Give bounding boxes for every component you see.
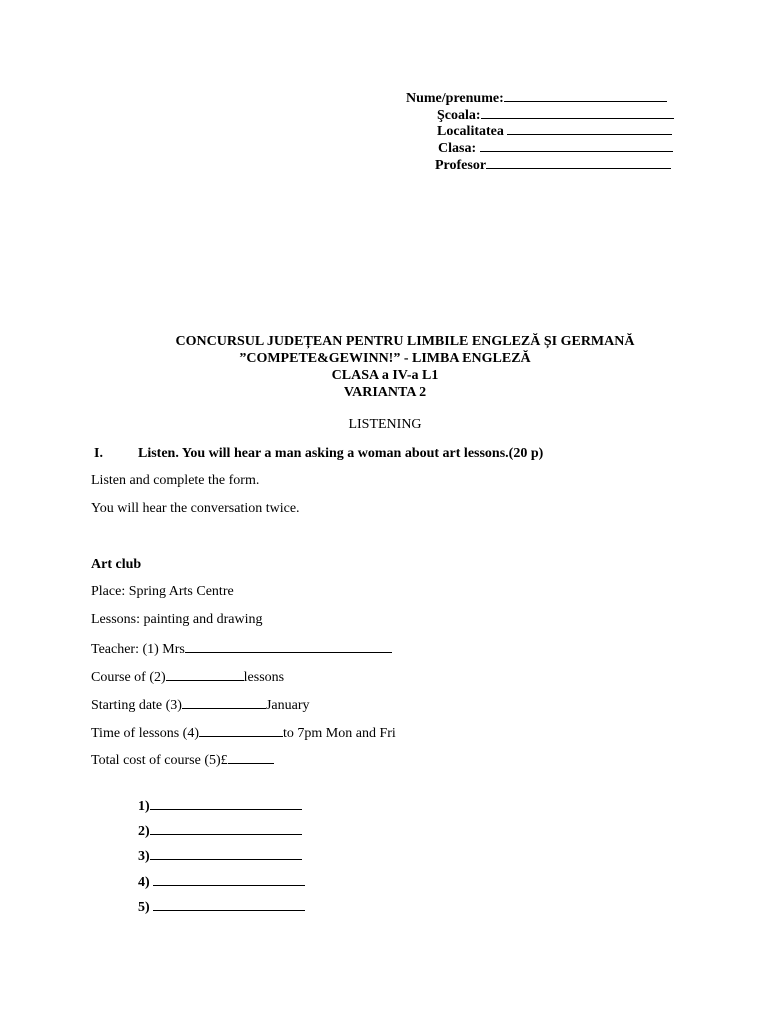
class-blank[interactable] (480, 138, 673, 152)
answer-label: 5) (138, 900, 150, 915)
instruction-2: You will hear the conversation twice. (91, 501, 300, 516)
answer-line-2 (138, 821, 302, 840)
form-start-label: Starting date (3) (91, 698, 182, 713)
answer-line-4 (138, 872, 305, 891)
form-cost-row (91, 750, 274, 769)
task-text: Listen. You will hear a man asking a woman about art lessons.(20 p) (138, 446, 544, 461)
answer-label: 2) (138, 824, 150, 839)
answer-blank-1[interactable] (185, 639, 392, 653)
form-time-row (91, 723, 396, 742)
answer-blank-2[interactable] (166, 667, 244, 681)
section-heading: LISTENING (348, 417, 422, 432)
task-number: I. (94, 446, 103, 461)
answer-line-blank[interactable] (153, 872, 305, 886)
answer-label: 3) (138, 849, 150, 864)
answer-line-5 (138, 897, 305, 916)
teacher-blank[interactable] (486, 155, 671, 169)
form-time-label: Time of lessons (4) (91, 726, 199, 741)
instruction-1: Listen and complete the form. (91, 473, 260, 488)
form-start-row (91, 695, 310, 714)
answer-label: 1) (138, 799, 150, 814)
teacher-label: Profesor (435, 158, 487, 173)
form-lessons: Lessons: painting and drawing (91, 612, 263, 627)
form-teacher-label: Teacher: (1) Mrs (91, 642, 185, 657)
title-line-1: CONCURSUL JUDEȚEAN PENTRU LIMBILE ENGLEZĂ ȘI GERMANĂ (175, 334, 635, 349)
class-label: Clasa: (438, 141, 477, 156)
answer-blank-3[interactable] (182, 695, 266, 709)
answer-line-blank[interactable] (150, 796, 302, 810)
answer-line-1 (138, 796, 302, 815)
form-time-suffix: to 7pm Mon and Fri (283, 726, 396, 741)
name-label: Nume/prenume: (406, 91, 504, 106)
answer-blank-4[interactable] (199, 723, 283, 737)
school-label: Şcoala: (437, 108, 481, 123)
name-blank[interactable] (504, 88, 667, 102)
form-title: Art club (91, 557, 142, 572)
form-start-suffix: January (265, 698, 310, 713)
form-cost-label: Total cost of course (5)£ (91, 753, 228, 768)
answer-blank-5[interactable] (228, 750, 274, 764)
answer-label: 4) (138, 875, 150, 890)
school-blank[interactable] (481, 105, 674, 119)
form-course-row (91, 667, 284, 686)
answer-line-3 (138, 846, 302, 865)
answer-line-blank[interactable] (150, 821, 302, 835)
locality-blank[interactable] (507, 121, 672, 135)
title-line-2: ”COMPETE&GEWINN!” - LIMBA ENGLEZĂ (239, 351, 531, 366)
form-teacher-row (91, 639, 392, 658)
locality-label: Localitatea (437, 124, 504, 139)
form-course-label: Course of (2) (91, 670, 166, 685)
answer-line-blank[interactable] (153, 897, 305, 911)
teacher-field (435, 155, 671, 174)
title-line-4: VARIANTA 2 (343, 385, 427, 400)
form-course-suffix: lessons (243, 670, 285, 685)
form-place: Place: Spring Arts Centre (91, 584, 234, 599)
answer-line-blank[interactable] (150, 846, 302, 860)
title-line-3: CLASA a IV-a L1 (331, 368, 439, 383)
